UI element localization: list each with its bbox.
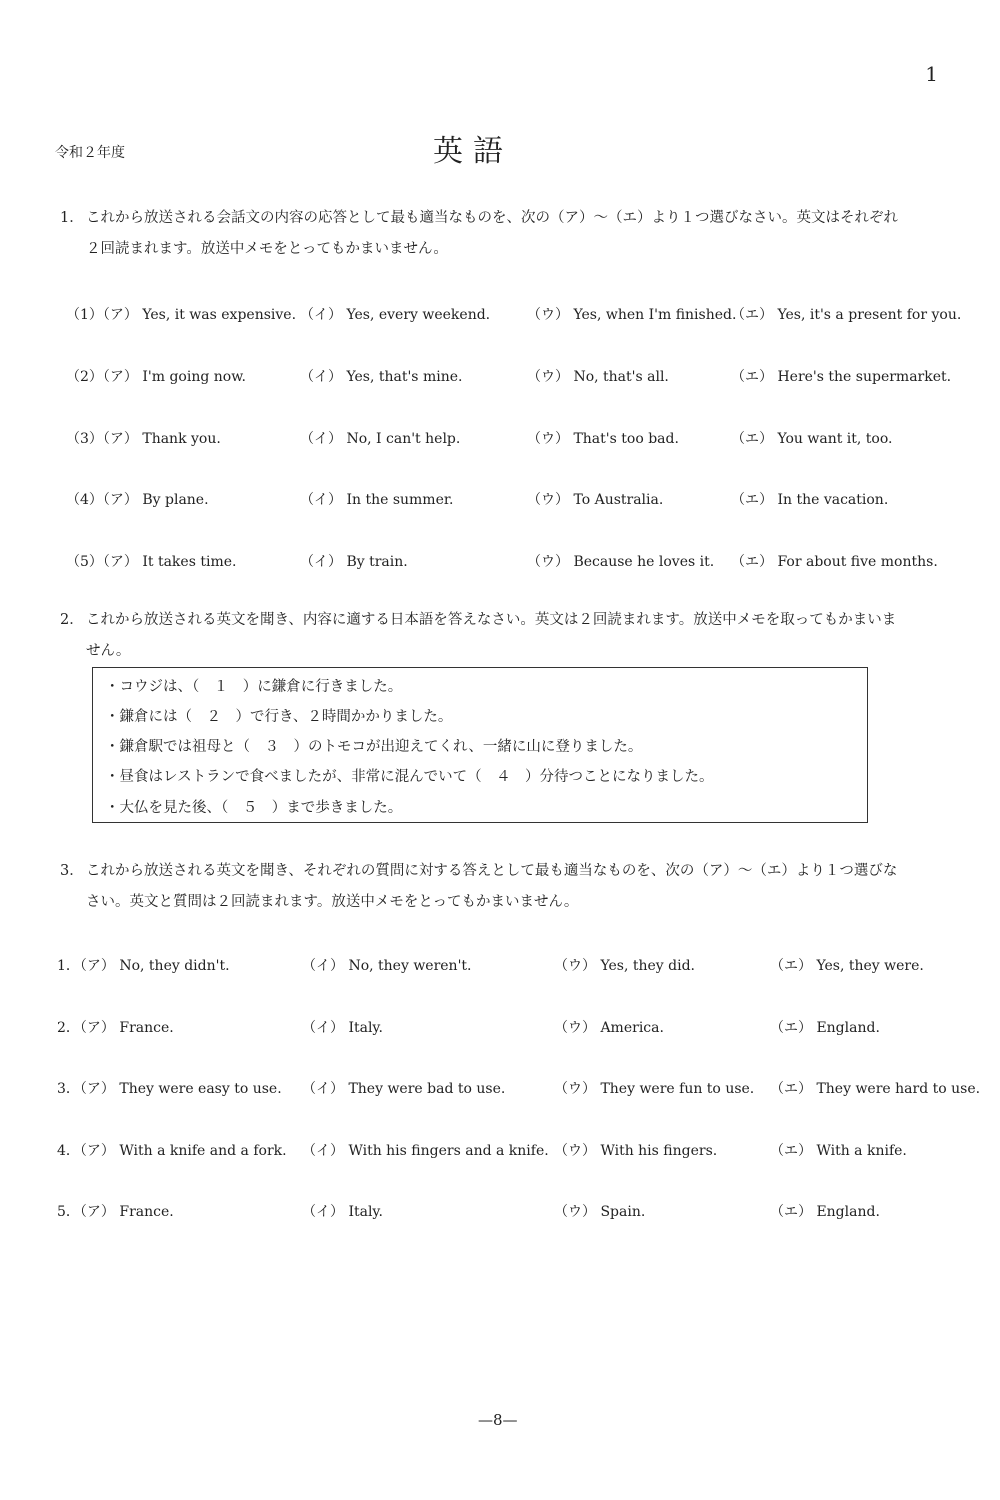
- q1-option-5-d: （エ） For about five months.: [731, 554, 938, 570]
- q1-option-4-b: （イ） In the summer.: [300, 492, 454, 508]
- q3-option-1-b: （イ） No, they weren't.: [302, 958, 472, 974]
- question-1-text-line-1: これから放送される会話文の内容の応答として最も適当なものを、次の（ア）～（エ）より１つ選びなさい。英文はそれぞれ: [86, 210, 898, 226]
- q1-option-2-c: （ウ） No, that's all.: [527, 369, 669, 385]
- q3-option-4-c: （ウ） With his fingers.: [554, 1143, 718, 1159]
- box-line-1: ・コウジは、（ １ ）に鎌倉に行きました。: [105, 679, 403, 695]
- q1-option-1-a: （1）（ア） Yes, it was expensive.: [66, 307, 297, 323]
- q1-option-1-b: （イ） Yes, every weekend.: [300, 307, 491, 323]
- q3-option-1-d: （エ） Yes, they were.: [770, 958, 924, 974]
- box-line-5: ・大仏を見た後、（ ５ ）まで歩きました。: [105, 800, 403, 816]
- q3-option-4-a: 4．（ア） With a knife and a fork.: [57, 1143, 287, 1159]
- q1-option-3-b: （イ） No, I can't help.: [300, 431, 461, 447]
- question-1-instructions: [60, 203, 950, 265]
- q3-option-5-a: 5．（ア） France.: [57, 1204, 174, 1220]
- question-2-instructions: [60, 605, 950, 667]
- q1-option-4-a: （4）（ア） By plane.: [66, 492, 209, 508]
- question-1-number: 1．: [60, 210, 84, 226]
- question-3-instructions: [60, 856, 950, 918]
- q3-option-2-a: 2．（ア） France.: [57, 1020, 174, 1036]
- box-line-2: ・鎌倉には（ ２ ）で行き、２時間かかりました。: [105, 709, 453, 725]
- q1-option-2-a: （2）（ア） I'm going now.: [66, 369, 246, 385]
- q3-option-2-c: （ウ） America.: [554, 1020, 664, 1036]
- q1-option-1-d: （エ） Yes, it's a present for you.: [731, 307, 962, 323]
- question-2-text-line-1: これから放送される英文を聞き、内容に適する日本語を答えなさい。英文は２回読まれます。放送中メモを取ってもかまいま: [86, 612, 897, 628]
- q3-option-4-d: （エ） With a knife.: [770, 1143, 907, 1159]
- q1-option-5-a: （5）（ア） It takes time.: [66, 554, 237, 570]
- q3-option-1-a: 1．（ア） No, they didn't.: [57, 958, 230, 974]
- q1-option-1-c: （ウ） Yes, when I'm finished.: [527, 307, 737, 323]
- q3-option-5-d: （エ） England.: [770, 1204, 880, 1220]
- q3-option-3-c: （ウ） They were fun to use.: [554, 1081, 755, 1097]
- q1-option-5-c: （ウ） Because he loves it.: [527, 554, 715, 570]
- q3-option-1-c: （ウ） Yes, they did.: [554, 958, 695, 974]
- question-3-number: 3．: [60, 863, 84, 879]
- q1-option-2-b: （イ） Yes, that's mine.: [300, 369, 463, 385]
- question-2-number: 2．: [60, 612, 84, 628]
- question-1-text-line-2: ２回読まれます。放送中メモをとってもかまいません。: [86, 241, 448, 257]
- q3-option-3-d: （エ） They were hard to use.: [770, 1081, 981, 1097]
- q3-option-5-b: （イ） Italy.: [302, 1204, 383, 1220]
- answer-box: [92, 667, 868, 823]
- question-3-text-line-1: これから放送される英文を聞き、それぞれの質問に対する答えとして最も適当なものを、次の（ア）～（エ）より１つ選びな: [86, 863, 898, 879]
- q1-option-4-c: （ウ） To Australia.: [527, 492, 664, 508]
- q1-option-2-d: （エ） Here's the supermarket.: [731, 369, 952, 385]
- q1-option-3-c: （ウ） That's too bad.: [527, 431, 679, 447]
- q1-option-5-b: （イ） By train.: [300, 554, 408, 570]
- q3-option-5-c: （ウ） Spain.: [554, 1204, 646, 1220]
- q1-option-3-d: （エ） You want it, too.: [731, 431, 893, 447]
- question-3-text-line-2: さい。英文と質問は２回読まれます。放送中メモをとってもかまいません。: [86, 894, 579, 910]
- question-2-text-line-2: せん。: [86, 643, 131, 659]
- box-line-4: ・昼食はレストランで食べましたが、非常に混んでいて（ ４ ）分待つことになりました。: [105, 769, 714, 785]
- box-line-3: ・鎌倉駅では祖母と（ ３ ）のトモコが出迎えてくれ、一緒に山に登りました。: [105, 739, 643, 755]
- footer-page-number: —8—: [478, 1411, 518, 1429]
- year-label: 令和２年度: [55, 145, 125, 161]
- q3-option-3-a: 3．（ア） They were easy to use.: [57, 1081, 282, 1097]
- q3-option-3-b: （イ） They were bad to use.: [302, 1081, 506, 1097]
- subject-title: 英語: [433, 134, 513, 169]
- q3-option-2-b: （イ） Italy.: [302, 1020, 383, 1036]
- page-number: 1: [925, 62, 938, 86]
- q3-option-4-b: （イ） With his fingers and a knife.: [302, 1143, 549, 1159]
- q1-option-3-a: （3）（ア） Thank you.: [66, 431, 221, 447]
- q1-option-4-d: （エ） In the vacation.: [731, 492, 889, 508]
- q3-option-2-d: （エ） England.: [770, 1020, 880, 1036]
